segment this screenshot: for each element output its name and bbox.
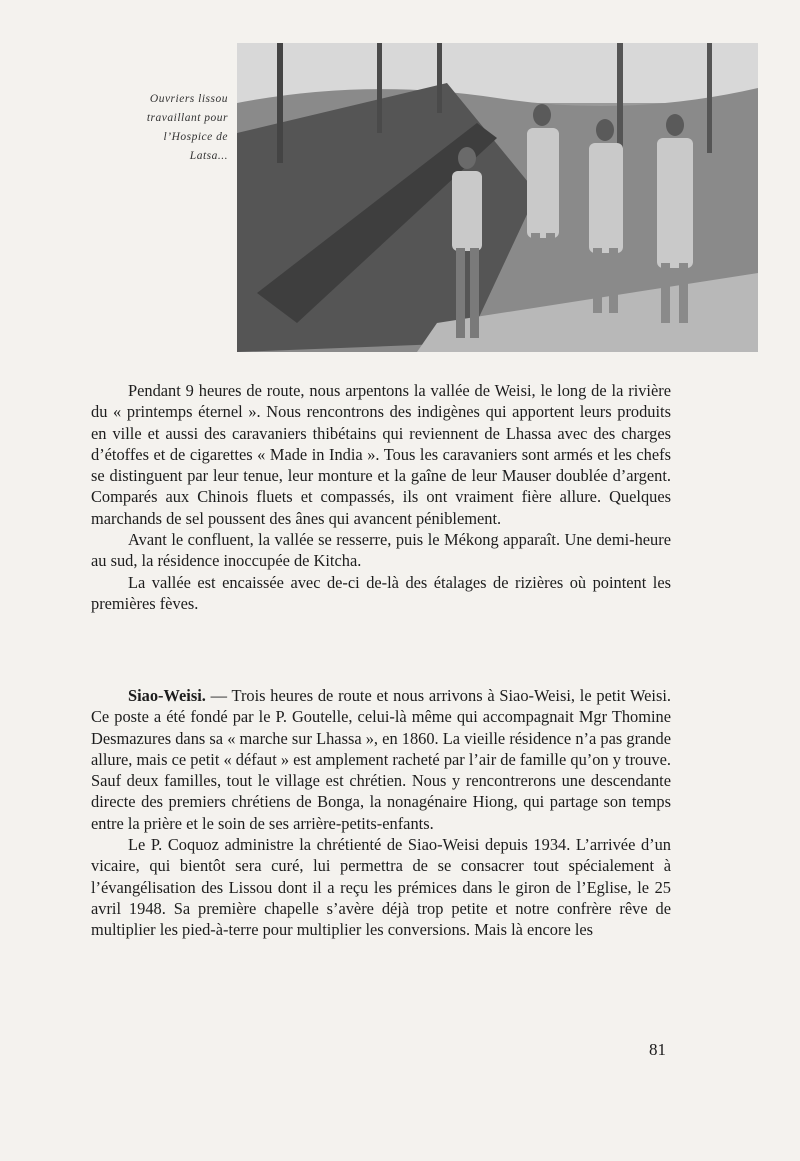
photograph-lissou-workers (237, 43, 758, 352)
section-heading: Siao-Weisi. (128, 686, 206, 705)
text-section-1 (91, 380, 671, 614)
caption-line: Ouvriers lissou (149, 93, 228, 105)
caption-line: Latsa... (189, 150, 228, 162)
paragraph: Pendant 9 heures de route, nous arpentons la vallée de Weisi, le long de la rivière du « printemps éternel ». Nous rencontrons des indigènes qui apportent leurs produits en ville et aussi des caravaniers thibétains qui reviennent de Lhassa avec des charges d’étoffes et de cigarettes « Made in India ». Tous les caravaniers sont armés et les chefs se distinguent par leur tenue, leur monture et la gaîne de leur Mauser doublée d’argent. Comparés aux Chinois fluets et compassés, ils ont vraiment fière allure. Quelques marchands de sel poussent des ânes qui avancent péniblement. (91, 381, 671, 528)
caption-line: l’Hospice de (163, 131, 228, 143)
paragraph-text: — Trois heures de route et nous arrivons à Siao-Weisi, le petit Weisi. Ce poste a été fondé par le P. Goutelle, celui-là même qui accompagnait Mgr Thomine Desmazures dans sa « marche sur Lhassa », en 1860. La vieille résidence n’a pas grande allure, mais ce petit « défaut » est amplement racheté par l’air de famille qu’on y trouve. Sauf deux familles, tout le village est chrétien. Nous y rencontrerons une descendante directe des premiers chrétiens de Bonga, la nonagénaire Hiong, qui partage son temps entre la prière et le soin de ses arrière-petits-enfants. (91, 686, 671, 833)
photo-caption (98, 90, 228, 166)
photo-illustration (237, 43, 758, 352)
paragraph: La vallée est encaissée avec de-ci de-là des étalages de rizières où pointent les premières fèves. (91, 572, 671, 613)
caption-line: travaillant pour (146, 112, 228, 124)
text-section-2 (91, 685, 671, 941)
page-number: 81 (649, 1040, 666, 1059)
paragraph: Avant le confluent, la vallée se resserre, puis le Mékong apparaît. Une demi-heure au sud, la résidence inoccupée de Kitcha. (91, 530, 671, 571)
paragraph (91, 685, 671, 834)
paragraph: Le P. Coquoz administre la chrétienté de Siao-Weisi depuis 1934. L’arrivée d’un vicaire, qui bientôt sera curé, lui permettra de se consacrer tout spécialement à l’évangélisation des Lissou dont il a reçu les prémices dans le giron de l’Eglise, le 25 avril 1948. Sa première chapelle s’avère déjà trop petite et notre confrère rêve de multiplier les pied-à-terre pour multiplier les conversions. Mais là encore les (91, 835, 671, 940)
